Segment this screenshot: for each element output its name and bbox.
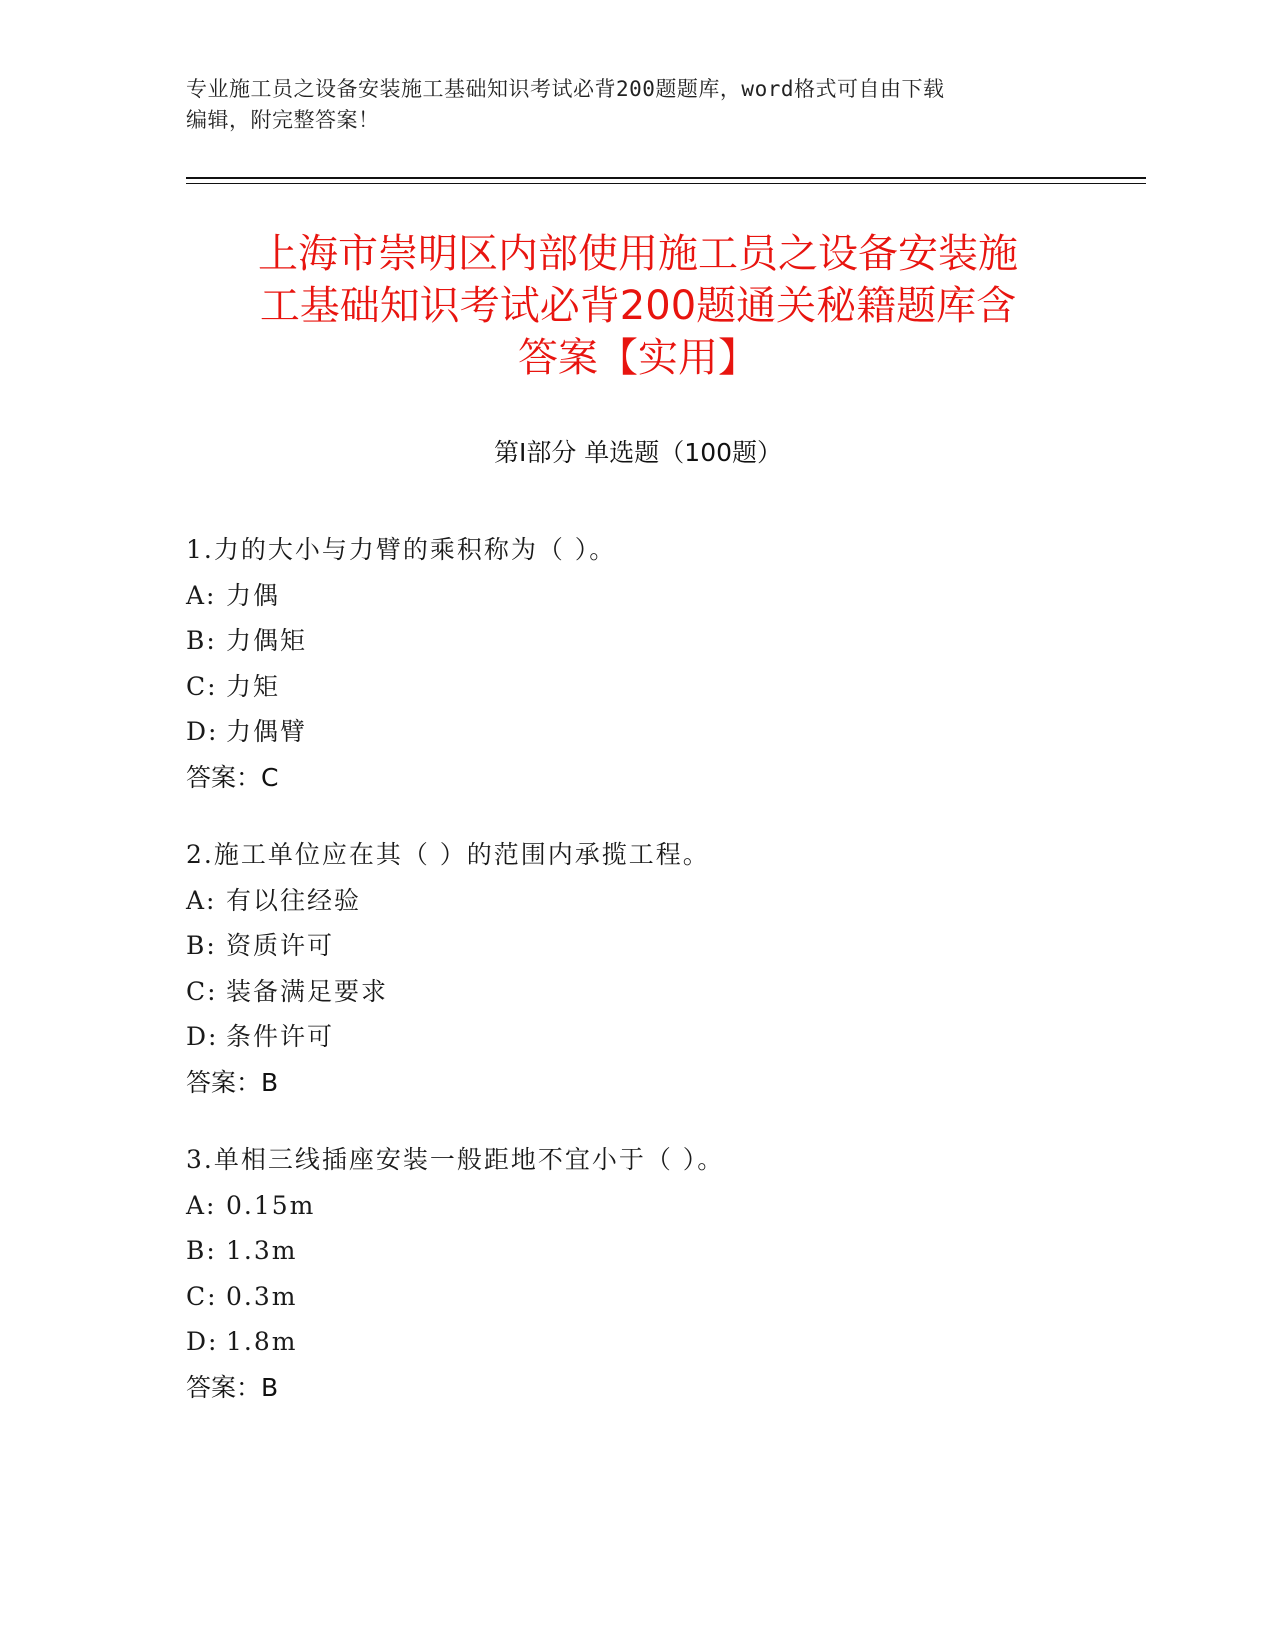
header-divider-thick xyxy=(186,177,1146,179)
title-line-3: 答案【实用】 xyxy=(518,335,758,381)
option-text: 0.3m xyxy=(226,1281,298,1311)
option-key: C: xyxy=(186,976,218,1006)
title-line-1: 上海市崇明区内部使用施工员之设备安装施 xyxy=(258,231,1018,277)
option-key: C: xyxy=(186,671,218,701)
header-note xyxy=(186,74,1066,136)
answer-line: 答案：B xyxy=(186,1067,279,1097)
option-text: 装备满足要求 xyxy=(226,976,389,1006)
option-key: B: xyxy=(186,1236,217,1265)
option-c xyxy=(186,1274,1086,1320)
option-b xyxy=(186,1228,1086,1274)
option-a xyxy=(186,878,1086,924)
option-key: C: xyxy=(186,1281,218,1311)
option-b xyxy=(186,618,1086,664)
question-stem: 1.力的大小与力臂的乘积称为（ ）。 xyxy=(186,535,617,564)
option-c xyxy=(186,969,1086,1015)
answer-line: 答案：B xyxy=(186,1372,279,1402)
question-item xyxy=(186,832,1086,1105)
question-item xyxy=(186,1137,1086,1410)
option-text: 1.3m xyxy=(226,1236,298,1265)
option-text: 力偶臂 xyxy=(226,717,308,746)
question-stem: 3.单相三线插座安装一般距地不宜小于（ ）。 xyxy=(186,1145,725,1174)
section-heading: 第Ⅰ部分 单选题（100题） xyxy=(493,438,783,467)
option-a xyxy=(186,1183,1086,1229)
option-text: 条件许可 xyxy=(226,1022,335,1051)
option-d xyxy=(186,709,1086,755)
option-text: 有以往经验 xyxy=(226,885,362,915)
header-note-line-2: 编辑，附完整答案！ xyxy=(186,108,380,132)
option-text: 力偶 xyxy=(226,580,281,610)
option-a xyxy=(186,573,1086,619)
question-stem: 2.施工单位应在其（ ）的范围内承揽工程。 xyxy=(186,840,710,869)
option-d xyxy=(186,1319,1086,1365)
option-b xyxy=(186,923,1086,969)
option-key: A: xyxy=(186,1190,217,1220)
option-text: 资质许可 xyxy=(226,931,335,960)
option-c xyxy=(186,664,1086,710)
option-text: 1.8m xyxy=(226,1327,298,1356)
option-key: D: xyxy=(186,1327,219,1356)
option-key: A: xyxy=(186,580,217,610)
header-note-line-1: 专业施工员之设备安装施工基础知识考试必背200题题库，word格式可自由下载 xyxy=(186,77,945,101)
option-key: B: xyxy=(186,626,217,655)
option-key: D: xyxy=(186,1022,219,1051)
option-key: A: xyxy=(186,885,217,915)
document-title xyxy=(186,228,1090,384)
option-d xyxy=(186,1014,1086,1060)
option-text: 力偶矩 xyxy=(226,626,308,655)
question-item xyxy=(186,527,1086,800)
option-text: 力矩 xyxy=(226,671,281,701)
answer-line: 答案：C xyxy=(186,762,279,792)
question-list xyxy=(186,527,1086,1442)
header-divider-thin xyxy=(186,183,1146,184)
option-key: B: xyxy=(186,931,217,960)
option-text: 0.15m xyxy=(226,1190,316,1220)
option-key: D: xyxy=(186,717,219,746)
title-line-2: 工基础知识考试必背200题通关秘籍题库含 xyxy=(259,283,1017,329)
